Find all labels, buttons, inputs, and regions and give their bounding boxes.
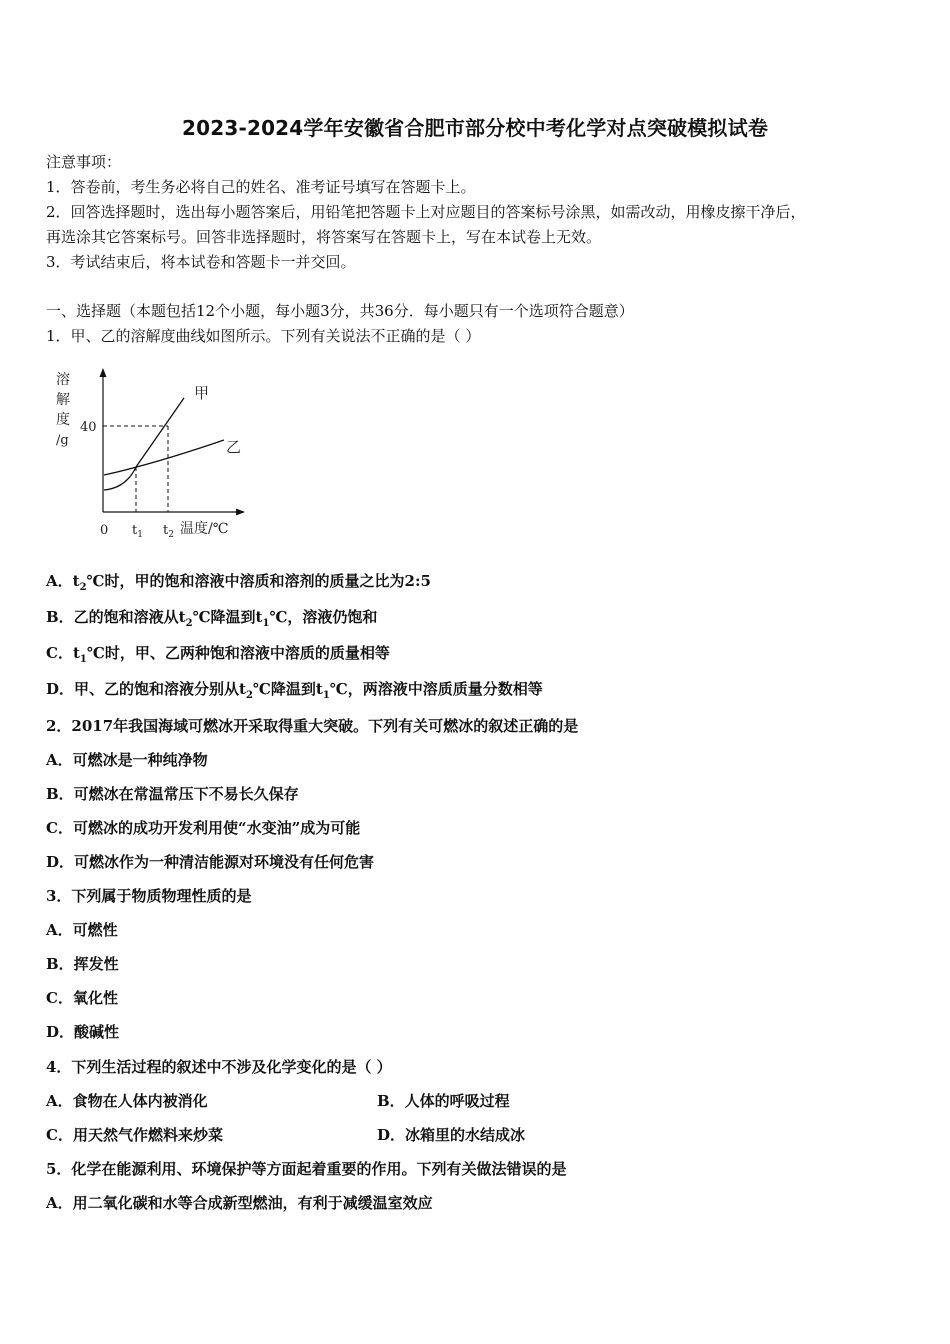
q2-option-d: D．可燃冰作为一种清洁能源对环境没有任何危害 — [46, 853, 375, 871]
note-item: 2．回答选择题时，选出每小题答案后，用铅笔把答题卡上对应题目的答案标号涂黑，如需改动，用橡皮擦干净后， — [46, 203, 806, 221]
q1-option-a: A．$t_2℃$时，甲的饱和溶液中溶质和溶剂的质量之比为2:5 — [46, 572, 431, 593]
q3-option-b: B．挥发性 — [46, 955, 119, 973]
q3-option-d: D．酸碱性 — [46, 1023, 120, 1041]
question-4-stem: 4．下列生活过程的叙述中不涉及化学变化的是（ ） — [46, 1058, 392, 1076]
y-axis-label-char: 度 — [56, 412, 70, 428]
q3-option-a: A．可燃性 — [46, 921, 118, 939]
q4-option-d: D．冰箱里的水结成冰 — [377, 1126, 526, 1144]
series-yi-curve — [104, 440, 224, 475]
origin-label: 0 — [100, 523, 109, 538]
section-heading: 一、选择题（本题包括12个小题，每小题3分，共36分．每小题只有一个选项符合题意） — [46, 302, 634, 320]
x-axis-label: 温度/℃ — [180, 521, 229, 537]
q4-option-a: A．食物在人体内被消化 — [46, 1092, 208, 1110]
question-1-stem: 1．甲、乙的溶解度曲线如图所示。下列有关说法不正确的是（ ） — [46, 327, 481, 345]
series-label-yi: 乙 — [226, 438, 242, 456]
x-tick-label-t2: $t_2$ — [163, 523, 174, 540]
q1-option-d: D．甲、乙的饱和溶液分别从$t_2℃$降温到$t_1℃$，两溶液中溶质质量分数相等 — [46, 680, 543, 701]
page-title: 2023-2024学年安徽省合肥市部分校中考化学对点突破模拟试卷 — [181, 116, 769, 140]
y-axis-arrow — [100, 368, 107, 377]
q4-option-c: C．用天然气作燃料来炒菜 — [46, 1126, 223, 1144]
y-axis-label-char: /g — [56, 433, 69, 448]
y-tick-label-40: 40 — [80, 420, 97, 435]
solubility-chart — [44, 362, 254, 542]
x-tick-label-t1: $t_1$ — [132, 523, 143, 540]
series-label-jia: 甲 — [194, 384, 210, 402]
question-3-stem: 3．下列属于物质物理性质的是 — [46, 887, 252, 905]
question-2-stem: 2．2017年我国海域可燃冰开采取得重大突破。下列有关可燃冰的叙述正确的是 — [46, 717, 579, 735]
series-jia-curve — [104, 398, 184, 490]
q2-option-a: A．可燃冰是一种纯净物 — [46, 751, 208, 769]
q5-option-a: A．用二氧化碳和水等合成新型燃油，有利于减缓温室效应 — [46, 1194, 433, 1212]
note-item: 3．考试结束后，将本试卷和答题卡一并交回。 — [46, 253, 356, 271]
x-axis-arrow — [236, 509, 245, 516]
note-item: 再选涂其它答案标号。回答非选择题时，将答案写在答题卡上，写在本试卷上无效。 — [46, 228, 602, 246]
q3-option-c: C．氧化性 — [46, 989, 118, 1007]
q2-option-b: B．可燃冰在常温常压下不易长久保存 — [46, 785, 299, 803]
question-5-stem: 5．化学在能源利用、环境保护等方面起着重要的作用。下列有关做法错误的是 — [46, 1160, 567, 1178]
y-axis-label-char: 溶 — [56, 372, 70, 388]
q1-option-c: C．$t_1℃$时，甲、乙两种饱和溶液中溶质的质量相等 — [46, 644, 390, 665]
notes-heading: 注意事项： — [46, 153, 122, 171]
q4-option-b: B．人体的呼吸过程 — [377, 1092, 510, 1110]
q2-option-c: C．可燃冰的成功开发利用使“水变油”成为可能 — [46, 819, 361, 837]
q1-option-b: B．乙的饱和溶液从$t_2℃$降温到$t_1℃$，溶液仍饱和 — [46, 608, 378, 629]
note-item: 1．答卷前，考生务必将自己的姓名、准考证号填写在答题卡上。 — [46, 178, 476, 196]
y-axis-label-char: 解 — [56, 392, 70, 408]
